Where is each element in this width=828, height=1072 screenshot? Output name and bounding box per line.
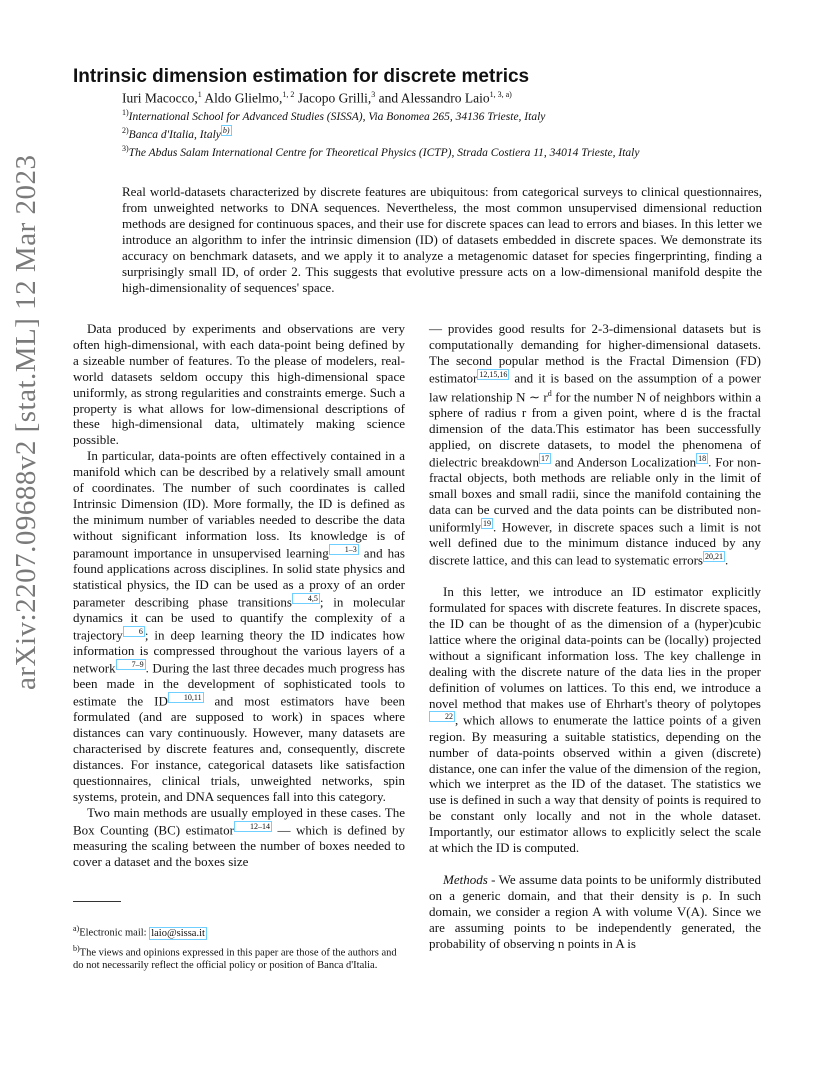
left-column [73,321,405,870]
affil-text: Banca d'Italia, Italy [128,128,221,141]
affiliation [122,142,642,160]
author-affil-sup: 1, 2 [282,90,295,99]
citation-link[interactable]: 4,5 [292,593,320,604]
footnote-link[interactable]: b) [222,125,230,135]
author-name: Jacopo Grilli, [297,90,372,106]
citation-link[interactable]: 12–14 [234,821,272,832]
arxiv-stamp: arXiv:2207.09688v2 [stat.ML] 12 Mar 2023 [10,154,42,690]
citation-link[interactable]: 22 [429,711,455,722]
footnote-rule [73,901,121,902]
exponent: d [547,388,552,398]
paragraph: Data produced by experiments and observations are very often high-dimensional, with each data-point being defined by a sizeable number of features. To the please of modelers, real-world datasets seldom occupy this high-dimensional space uniformly, as strong regularities and constraints emerge. Such a property is what allows for low-dimensional descriptions of these high-dimensional data, ultimately making science possible. [73,321,405,448]
citation-link[interactable]: 7–9 [116,659,146,670]
citation-link[interactable]: 17 [540,453,549,463]
citation-link[interactable]: 12,15,16 [479,369,508,379]
author-name: Iuri Macocco, [122,90,198,106]
footnote: $^{b)}$The views and opinions expressed in this paper are those of the authors and do not necessarily reflect the official policy or position of Banca d'Italia. [73,943,397,971]
author-list [122,90,512,107]
author-name: Aldo Glielmo, [204,90,283,106]
paragraph: Methods - We assume data points to be uniformly distributed on a generic domain, and that their density is ρ. In such domain, we consider a region A with volume V(A). Since we are assuming points to be independently generated, the probability of observing n points in A is [429,871,761,951]
paper-title: Intrinsic dimension estimation for discrete metrics [73,66,530,87]
citation-link[interactable]: 1–3 [329,544,359,555]
citation-link[interactable]: 19 [483,518,491,528]
affiliations [122,106,642,159]
affil-mark: 1) [122,108,129,117]
citation-link[interactable]: 6 [123,626,145,637]
footnote: $^{a)}$Electronic mail: laio@sissa.it [73,924,205,939]
affil-mark: 3) [122,143,129,153]
author-affil-sup: 1 [197,90,202,99]
footnotes [73,922,405,974]
citation-link[interactable]: 18 [698,453,707,463]
author-affil-sup: 1, 3, a) [489,90,512,99]
methods-heading: Methods [443,871,488,887]
paragraph: Two main methods are usually employed in these cases. The Box Counting (BC) estimator 12–14 — which is defined by measuring the scaling between the number of boxes needed to cover a dataset and the boxes size [73,804,405,869]
author-affil-sup: 3 [371,90,376,99]
affiliation [122,106,642,124]
abstract: Real world-datasets characterized by discrete features are ubiquitous: from categorical surveys to clinical questionnaires, from unweighted networks to DNA sequences. Nevertheless, the most common unsupervised dimensional reduction methods are designed for continuous spaces, and their use for discrete spaces can lead to errors and biases. In this letter we introduce an algorithm to infer the intrinsic dimension (ID) of datasets embedded in discrete spaces. We demonstrate its accuracy on benchmark datasets, and we apply it to analyze a metagenomic dataset for species fingerprinting, finding a surprisingly small ID, of order 2. This suggests that evolutive pressure acts on a low-dimensional manifold despite the high-dimensionality of sequences' space. [122,184,762,295]
paragraph: In particular, data-points are often effectively contained in a manifold which can be described by a relatively small amount of coordinates. The number of such coordinates is called Intrinsic Dimension (ID). More formally, the ID is defined as the minimum number of variables needed to describe the data without significant information loss. Its knowledge is of paramount importance in unsupervised learning 1–3 and has found applications across disciplines. In solid state physics and statistical physics, the ID can be used as a proxy of an order parameter describing phase transitions 4,5 ; in molecular dynamics it can be used to quantify the complexity of a trajectory 6 ; in deep learning theory the ID indicates how information is compressed throughout the various layers of a network 7–9 . During the last three decades much progress has been made in the development of sophisticated tools to estimate the ID 10,11 and most estimators have been formulated (and are supposed to work) in spaces where distances can vary continuously. However, many datasets are characterised by discrete features and, consequently, discrete distances. For instance, categorical datasets like satisfaction questionnaires, clinical trials, unweighted networks, spin systems, protein, and DNA sequences fall into this category. [73,448,405,804]
paragraph-gap [429,856,761,872]
affiliation [122,124,642,142]
citation-link[interactable]: 10,11 [168,692,204,703]
affil-text: International School for Advanced Studies (SISSA), Via Bonomea 265, 34136 Trieste, Italy [128,110,546,123]
paragraph-gap [429,568,761,584]
email-link[interactable]: laio@sissa.it [151,927,205,939]
right-column [429,321,761,952]
author-name: and Alessandro Laio [378,90,490,106]
citation-link[interactable]: 20,21 [704,552,723,561]
affil-mark: 2) [122,125,129,135]
affil-text: The Abdus Salam International Centre for Theoretical Physics (ICTP), Strada Costiera 11, 34014 Trieste, Italy [128,146,640,159]
paragraph: — provides good results for 2-3-dimensional datasets but is computationally demanding for higher-dimensional datasets. The second popular method is the Fractal Dimension (FD) estimator 12,15,16 and it is based on the assumption of a power law relationship N ∼ $r^d$ for the number N of neighbors within a sphere of radius r from a given point, where d is the fractal dimension of the data.This estimator has been successfully applied, on discrete datasets, to model the phenomena of dielectric breakdown 17 and Anderson Localization 18 . For non-fractal objects, both methods are reliable only in the limit of small boxes and small radii, since the manifold containing the data can be curved and the data points can be distributed non-uniformly 19 . However, in discrete spaces such a limit is not well defined due to the minimum distance induced by any discrete lattice, and this can lead to systematic errors 20,21 . [429,321,761,568]
paragraph: In this letter, we introduce an ID estimator explicitly formulated for spaces with discrete features. In discrete spaces, the ID can be thought of as the dimension of a (hyper)cubic lattice where the original data-points can be (locally) projected without a significant information loss. The key challenge in dealing with the discrete nature of the data lies in the proper definition of volumes on lattices. To this end, we introduce a novel method that makes use of Ehrhart's theory of polytopes22 , which allows to enumerate the lattice points of a given region. By measuring a suitable statistics, depending on the number of data-points observed within a given (discrete) distance, one can infer the value of the dimension of the region, which we interpret as the ID of the dataset. The statistics we use is defined in such a way that density of points is required to be constant only locally and not in the whole dataset. Importantly, our estimator allows to explicitly select the scale at which the ID is computed. [429,584,761,856]
